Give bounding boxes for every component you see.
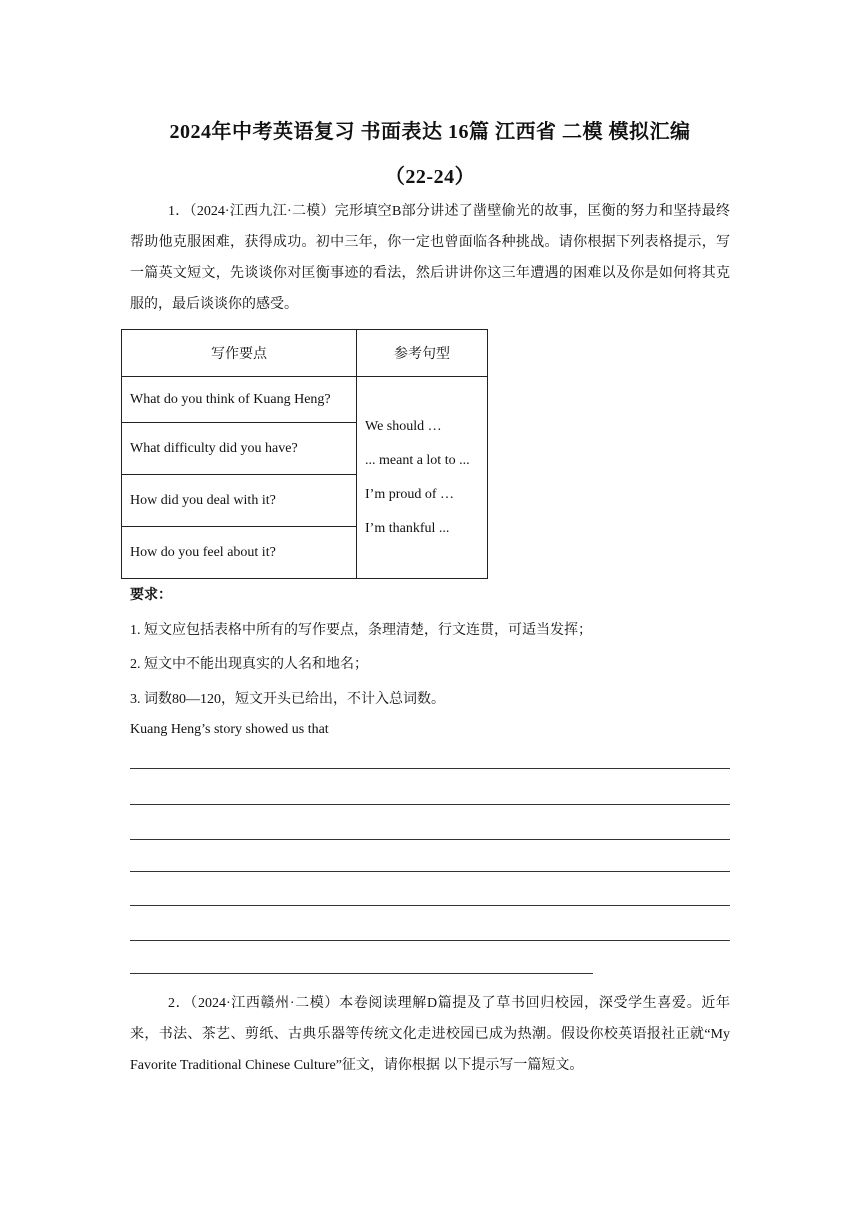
- answer-line[interactable]: [130, 804, 730, 805]
- answer-line[interactable]: [130, 973, 593, 974]
- document-title: 2024年中考英语复习 书面表达 16篇 江西省 二模 模拟汇编: [169, 121, 691, 143]
- table-header-points: 写作要点: [122, 330, 357, 377]
- document-subtitle: （22-24）: [384, 166, 476, 188]
- requirement-3: 3. 词数80—120，短文开头已给出，不计入总词数。: [130, 692, 445, 707]
- requirement-2: 2. 短文中不能出现真实的人名和地名；: [130, 657, 368, 672]
- question-2-prompt: [130, 988, 730, 1081]
- writing-points-table: [121, 329, 488, 579]
- question-1-prompt: [130, 196, 730, 320]
- pattern-4: I’m thankful ...: [365, 520, 450, 536]
- answer-line[interactable]: [130, 940, 730, 941]
- question-1-text: 1．（2024·江西九江·二模）完形填空B部分讲述了凿壁偷光的故事，匡衡的努力和坚持最终帮助他克服困难，获得成功。初中三年，你一定也曾面临各种挑战。请你根据下列表格提示，写一篇英文短文，先谈谈你对匡衡事迹的看法，然后讲讲你这三年遭遇的困难以及你是如何将其克服的，最后谈谈你的感受。: [130, 204, 730, 312]
- pattern-1: We should …: [365, 418, 442, 434]
- writing-point-4: How do you feel about it?: [122, 527, 357, 579]
- pattern-2: ... meant a lot to ...: [365, 452, 470, 468]
- requirements-heading: 要求：: [130, 588, 172, 603]
- reference-patterns: [357, 377, 488, 579]
- question-2-text: 2．（2024·江西赣州·二模）本卷阅读理解D篇提及了草书回归校园，深受学生喜爱。近年来，书法、茶艺、剪纸、古典乐器等传统文化走进校园已成为热潮。假设你校英语报社正就“My Favorite Traditional Chinese Culture”征文，请你根据 以下提示写一篇短文。: [130, 996, 730, 1073]
- table-row: [122, 377, 488, 423]
- answer-line[interactable]: [130, 871, 730, 872]
- writing-point-1: What do you think of Kuang Heng?: [122, 377, 357, 423]
- writing-point-2: What difficulty did you have?: [122, 423, 357, 475]
- answer-line[interactable]: [130, 905, 730, 906]
- pattern-3: I’m proud of …: [365, 486, 455, 502]
- table-header-patterns: 参考句型: [357, 330, 488, 377]
- answer-line[interactable]: [130, 768, 730, 769]
- answer-line[interactable]: [130, 839, 730, 840]
- requirement-1: 1. 短文应包括表格中所有的写作要点，条理清楚，行文连贯，可适当发挥；: [130, 623, 592, 638]
- essay-opening: Kuang Heng’s story showed us that: [130, 722, 329, 737]
- writing-point-3: How did you deal with it?: [122, 475, 357, 527]
